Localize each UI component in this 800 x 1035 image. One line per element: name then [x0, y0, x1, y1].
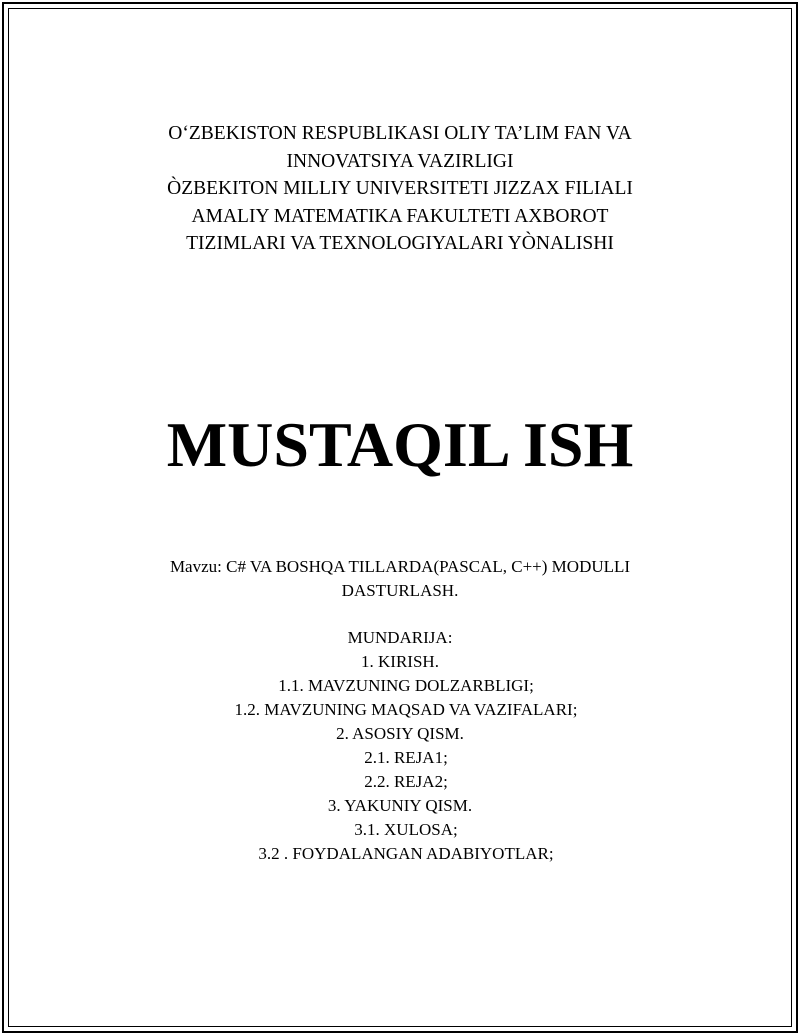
header-line: TIZIMLARI VA TEXNOLOGIYALARI YÒNALISHI: [186, 233, 614, 254]
table-of-contents: [0, 626, 800, 866]
toc-item: 1.2. MAVZUNING MAQSAD VA VAZIFALARI;: [234, 700, 578, 719]
toc-item: 2. ASOSIY QISM.: [336, 724, 464, 743]
topic-line: DASTURLASH.: [341, 581, 459, 600]
toc-item: 3.1. XULOSA;: [354, 820, 458, 839]
header-line: ÒZBEKITON MILLIY UNIVERSITETI JIZZAX FILIALI: [167, 178, 633, 199]
toc-item: 3. YAKUNIY QISM.: [327, 796, 473, 815]
toc-item: 3.2 . FOYDALANGAN ADABIYOTLAR;: [258, 844, 554, 863]
topic-line: Mavzu: C# VA BOSHQA TILLARDA(PASCAL, C++) MODULLI: [169, 557, 631, 576]
toc-item: 1.1. MAVZUNING DOLZARBLIGI;: [278, 676, 534, 695]
header-line: INNOVATSIYA VAZIRLIGI: [286, 150, 514, 172]
contents-heading: MUNDARIJA:: [347, 628, 453, 647]
document-title: MUSTAQIL ISH: [166, 409, 634, 480]
toc-item: 2.1. REJA1;: [364, 748, 448, 767]
header-line: AMALIY MATEMATIKA FAKULTETI AXBOROT: [191, 205, 609, 227]
header-line: O‘ZBEKISTON RESPUBLIKASI OLIY TA’LIM FAN VA: [168, 123, 632, 144]
topic: [0, 555, 800, 603]
toc-item: 2.2. REJA2;: [364, 772, 448, 791]
toc-item: 1. KIRISH.: [361, 652, 439, 671]
institution-header: [0, 120, 800, 258]
